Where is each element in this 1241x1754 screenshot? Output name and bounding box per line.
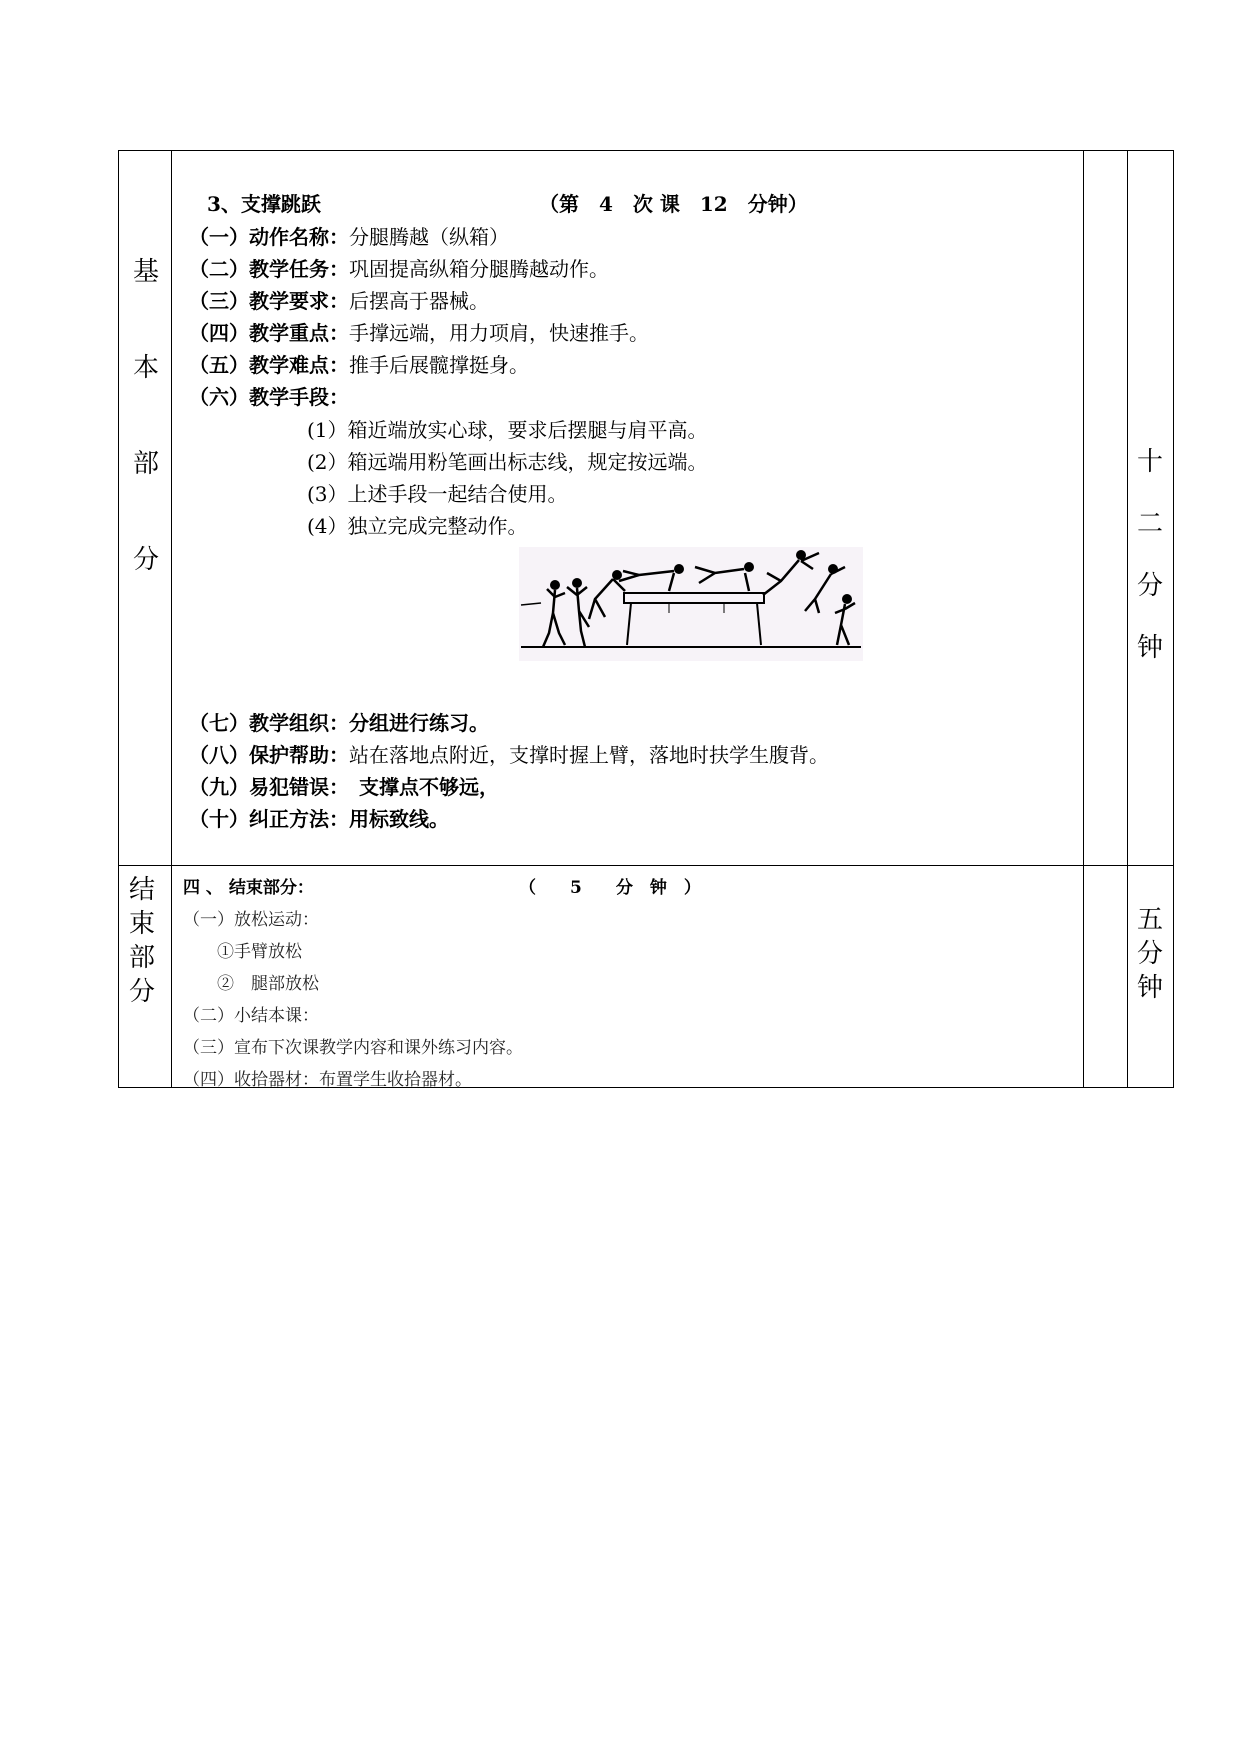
end-heading-time-info: （ 5 分 钟 ） bbox=[519, 878, 701, 898]
row-divider bbox=[119, 865, 1173, 866]
item-8: （八）保护帮助：站在落地点附近，支撑时握上臂，落地时扶学生腹背。 bbox=[189, 743, 829, 767]
method-4: (4）独立完成完整动作。 bbox=[307, 514, 528, 538]
main-time-char: 十 bbox=[1137, 447, 1164, 477]
end-label-char: 束 bbox=[129, 909, 156, 939]
item-5: （五）教学难点：推手后展髋撑挺身。 bbox=[189, 353, 529, 377]
item-7: （七）教学组织：分组进行练习。 bbox=[189, 711, 489, 735]
item-10: （十）纠正方法：用标致线。 bbox=[189, 807, 449, 831]
end-line: （一）放松运动： bbox=[183, 910, 319, 930]
main-label-char: 基 bbox=[133, 257, 160, 287]
end-line: （三）宣布下次课教学内容和课外练习内容。 bbox=[183, 1038, 523, 1058]
method-3: (3）上述手段一起结合使用。 bbox=[307, 482, 568, 506]
end-line: （四）收拾器材：布置学生收拾器材。 bbox=[183, 1070, 472, 1090]
main-time-char: 钟 bbox=[1137, 633, 1164, 663]
item-4: （四）教学重点：手撑远端，用力项肩，快速推手。 bbox=[189, 321, 649, 345]
end-time-char: 钟 bbox=[1137, 973, 1164, 1003]
method-1: (1）箱近端放实心球，要求后摆腿与肩平高。 bbox=[307, 418, 708, 442]
item-2: （二）教学任务：巩固提高纵箱分腿腾越动作。 bbox=[189, 257, 609, 281]
end-time-char: 五 bbox=[1137, 905, 1164, 935]
end-heading-title: 四 、 结束部分： bbox=[183, 878, 314, 898]
main-label-char: 部 bbox=[133, 449, 160, 479]
column-divider bbox=[1083, 151, 1084, 1087]
item-3: （三）教学要求：后摆高于器械。 bbox=[189, 289, 489, 313]
main-time-char: 分 bbox=[1137, 571, 1164, 601]
end-label-char: 结 bbox=[129, 875, 156, 905]
lesson-plan-table bbox=[118, 150, 1174, 1088]
main-label-char: 分 bbox=[133, 545, 160, 575]
main-heading-title: 3、支撑跳跃 bbox=[207, 192, 321, 216]
end-line: ①手臂放松 bbox=[217, 942, 302, 962]
item-6: （六）教学手段： bbox=[189, 385, 349, 409]
vault-sequence-illustration-icon bbox=[519, 547, 863, 661]
method-2: (2）箱远端用粉笔画出标志线，规定按远端。 bbox=[307, 450, 708, 474]
main-heading-lesson-info: （第 4 次 课 12 分钟） bbox=[539, 192, 808, 216]
column-divider bbox=[171, 151, 172, 1087]
end-label-char: 部 bbox=[129, 943, 156, 973]
end-time-char: 分 bbox=[1137, 939, 1164, 969]
end-line: ② 腿部放松 bbox=[217, 974, 319, 994]
main-time-char: 二 bbox=[1137, 509, 1164, 539]
main-label-char: 本 bbox=[133, 353, 160, 383]
column-divider bbox=[1127, 151, 1128, 1087]
item-1: （一）动作名称：分腿腾越（纵箱） bbox=[189, 225, 509, 249]
item-9: （九）易犯错误： 支撑点不够远， bbox=[189, 775, 499, 799]
end-label-char: 分 bbox=[129, 977, 156, 1007]
end-line: （二）小结本课： bbox=[183, 1006, 319, 1026]
